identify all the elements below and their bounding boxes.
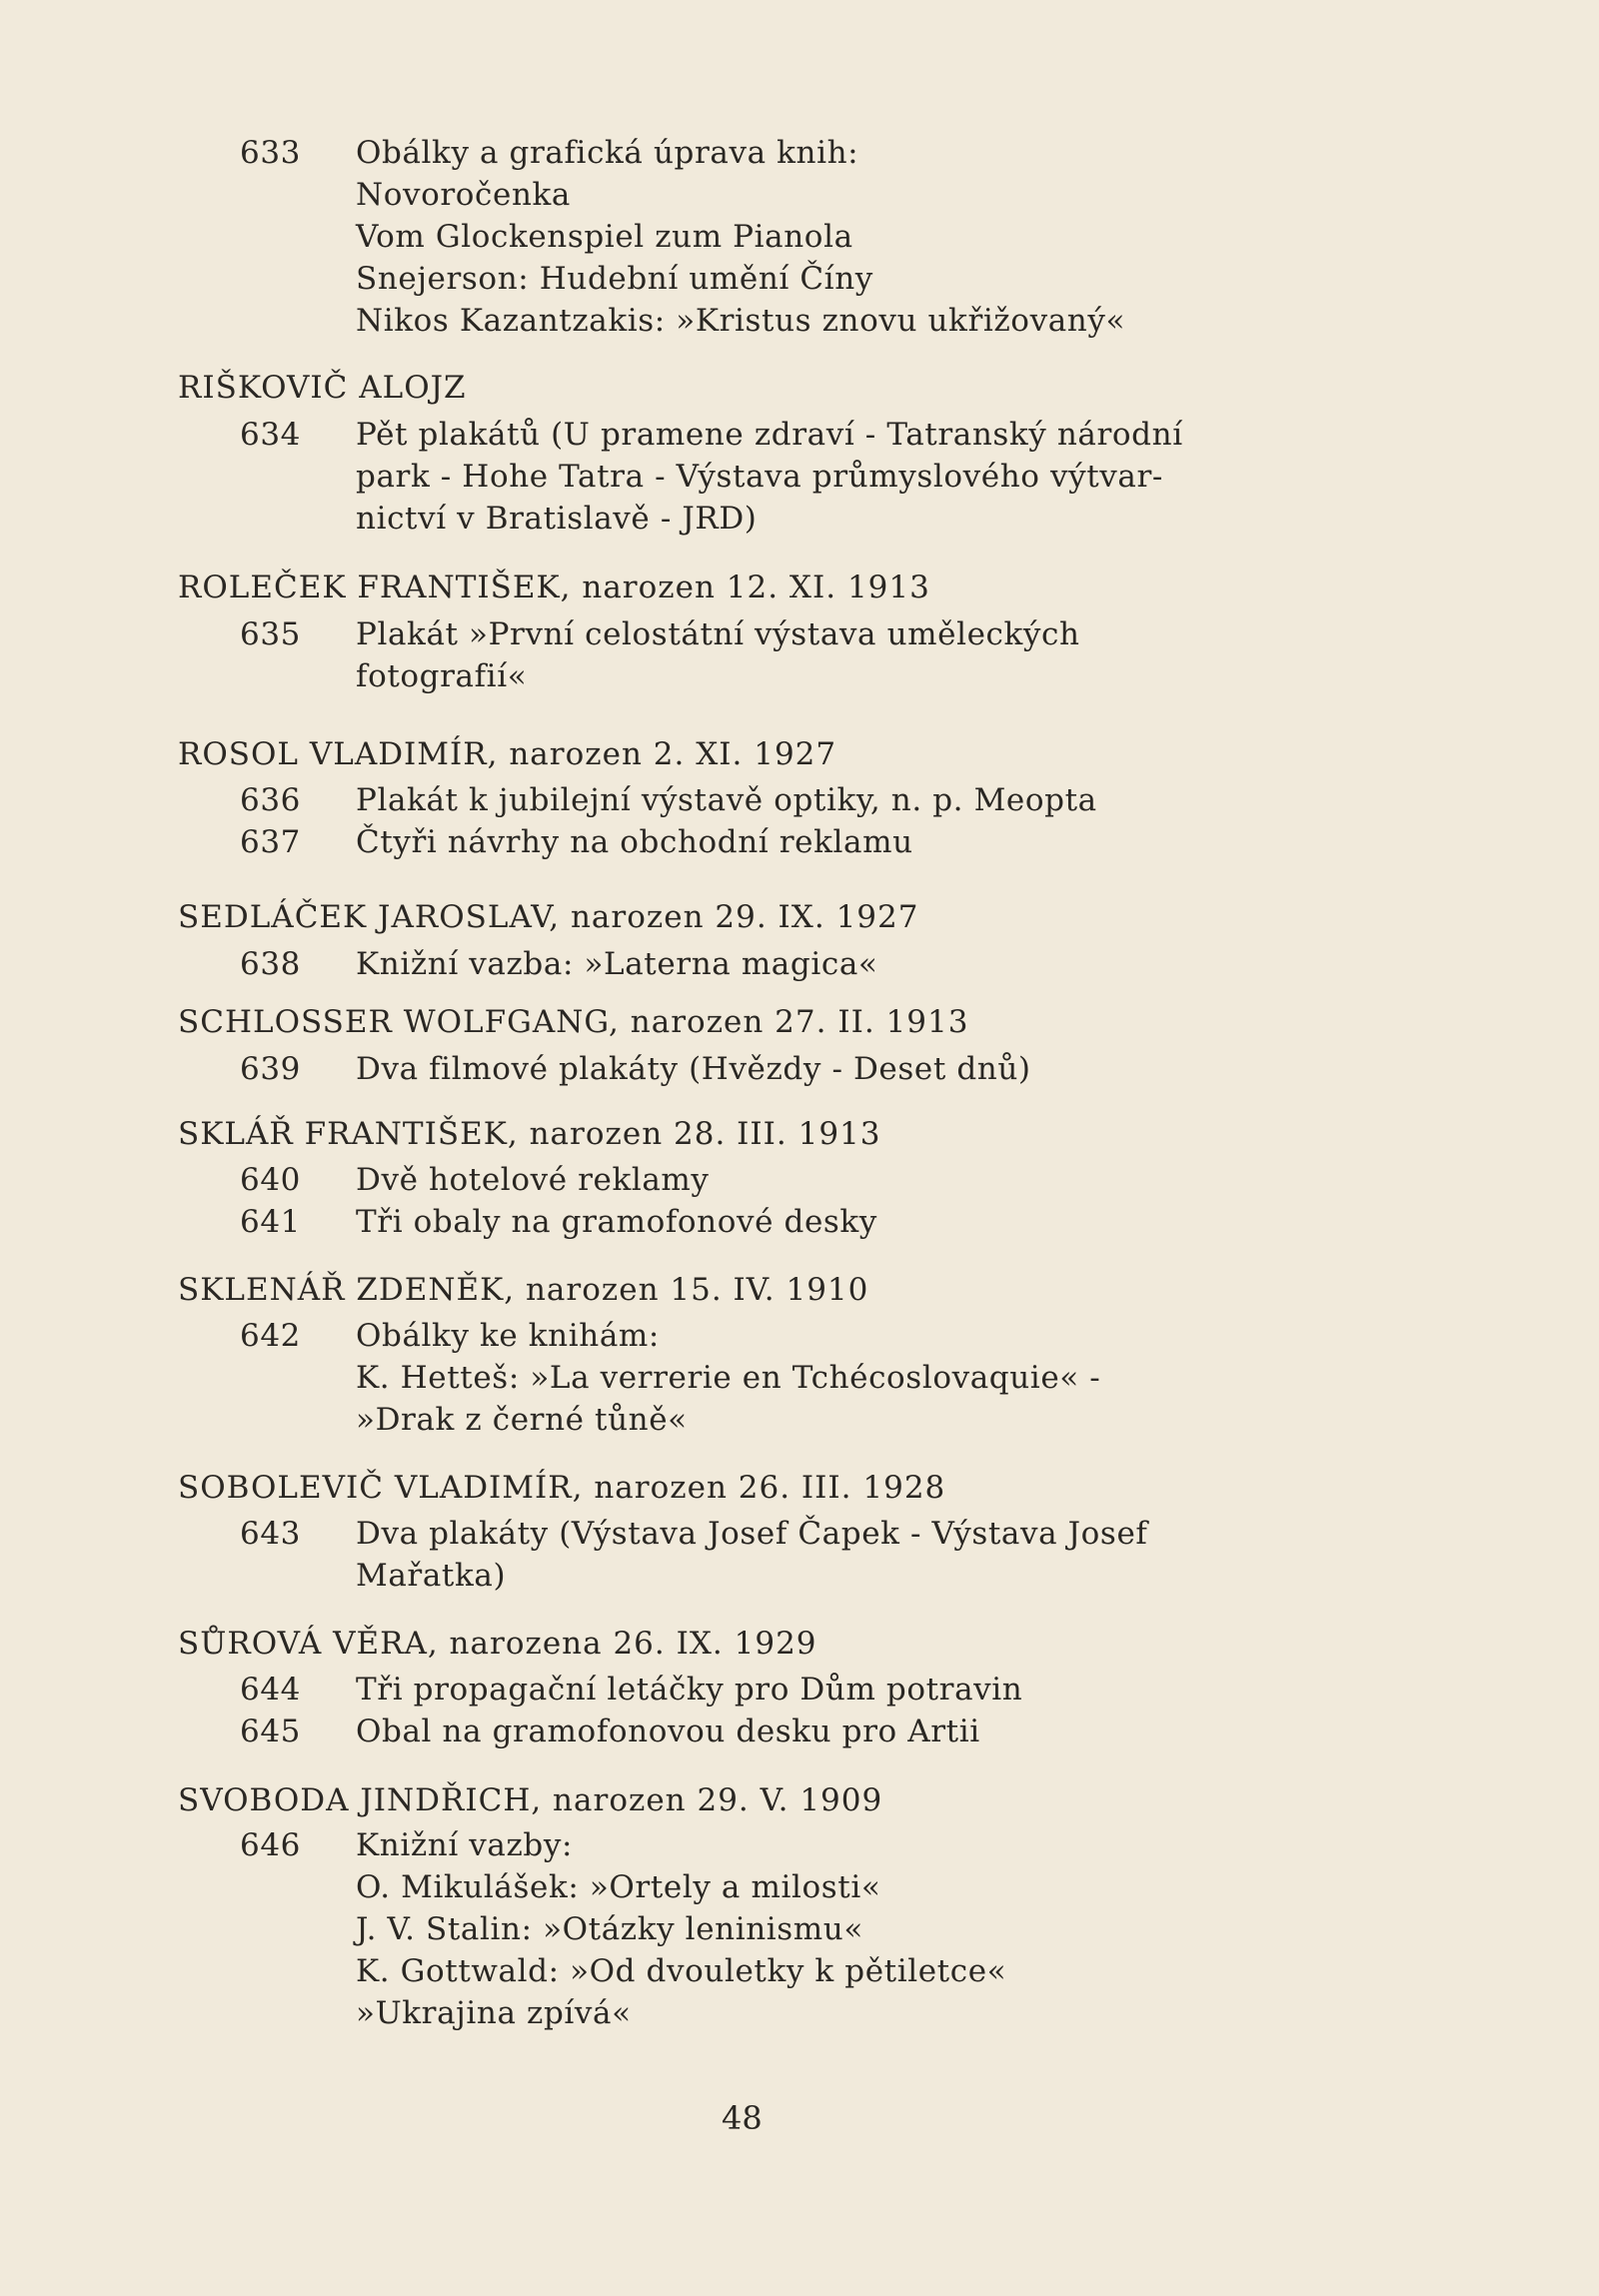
entry-number: 640 bbox=[240, 1162, 301, 1198]
entry-number: 638 bbox=[240, 946, 301, 982]
entry-text: Dvě hotelové reklamy bbox=[356, 1162, 710, 1198]
page-number: 48 bbox=[722, 2099, 763, 2137]
entry-text: Knižní vazby: bbox=[356, 1827, 574, 1863]
entry-text: Plakát k jubilejní výstavě optiky, n. p. Meopta bbox=[356, 782, 1097, 818]
entry-text: Novoročenka bbox=[356, 177, 571, 213]
entry-text: Čtyři návrhy na obchodní reklamu bbox=[356, 824, 913, 860]
entry-text: Nikos Kazantzakis: »Kristus znovu ukřižovaný« bbox=[356, 303, 1126, 339]
artist-heading: SEDLÁČEK JAROSLAV, narozen 29. IX. 1927 bbox=[178, 899, 919, 935]
entry-text: O. Mikulášek: »Ortely a milosti« bbox=[356, 1869, 881, 1905]
entry-text: Knižní vazba: »Laterna magica« bbox=[356, 946, 878, 982]
entry-number: 636 bbox=[240, 782, 301, 818]
entry-text: Snejerson: Hudební umění Číny bbox=[356, 261, 873, 297]
entry-text: fotografií« bbox=[356, 658, 528, 694]
entry-number: 642 bbox=[240, 1318, 301, 1354]
entry-text: K. Hetteš: »La verrerie en Tchécoslovaquie« - bbox=[356, 1360, 1101, 1396]
artist-heading: SKLENÁŘ ZDENĚK, narozen 15. IV. 1910 bbox=[178, 1272, 869, 1308]
artist-heading: SVOBODA JINDŘICH, narozen 29. V. 1909 bbox=[178, 1782, 883, 1818]
entry-text: Obal na gramofonovou desku pro Artii bbox=[356, 1714, 980, 1749]
entry-number: 641 bbox=[240, 1204, 301, 1240]
artist-heading: SŮROVÁ VĚRA, narozena 26. IX. 1929 bbox=[178, 1626, 817, 1662]
entry-text: Pět plakátů (U pramene zdraví - Tatranský národní bbox=[356, 417, 1183, 453]
entry-text: »Drak z černé tůně« bbox=[356, 1402, 688, 1438]
entry-text: Obálky a grafická úprava knih: bbox=[356, 135, 859, 171]
entry-text: »Ukrajina zpívá« bbox=[356, 1995, 632, 2031]
entry-number: 646 bbox=[240, 1827, 301, 1863]
artist-heading: ROSOL VLADIMÍR, narozen 2. XI. 1927 bbox=[178, 736, 837, 772]
entry-text: Tři propagační letáčky pro Dům potravin bbox=[356, 1672, 1023, 1708]
entry-number: 635 bbox=[240, 616, 301, 652]
entry-text: nictví v Bratislavě - JRD) bbox=[356, 501, 758, 537]
entry-text: K. Gottwald: »Od dvouletky k pětiletce« bbox=[356, 1953, 1007, 1989]
entry-text: Dva plakáty (Výstava Josef Čapek - Výstava Josef bbox=[356, 1516, 1148, 1552]
entry-text: Mařatka) bbox=[356, 1558, 507, 1594]
entry-number: 633 bbox=[240, 135, 301, 171]
entry-number: 644 bbox=[240, 1672, 301, 1708]
artist-heading: SOBOLEVIČ VLADIMÍR, narozen 26. III. 1928 bbox=[178, 1470, 946, 1506]
entry-number: 645 bbox=[240, 1714, 301, 1749]
artist-heading: ROLEČEK FRANTIŠEK, narozen 12. XI. 1913 bbox=[178, 570, 930, 605]
artist-heading: RIŠKOVIČ ALOJZ bbox=[178, 370, 467, 406]
artist-heading: SKLÁŘ FRANTIŠEK, narozen 28. III. 1913 bbox=[178, 1116, 881, 1152]
entry-number: 637 bbox=[240, 824, 301, 860]
entry-text: park - Hohe Tatra - Výstava průmyslového výtvar- bbox=[356, 459, 1163, 495]
entry-number: 643 bbox=[240, 1516, 301, 1552]
entry-text: Plakát »První celostátní výstava uměleckých bbox=[356, 616, 1080, 652]
artist-heading: SCHLOSSER WOLFGANG, narozen 27. II. 1913 bbox=[178, 1004, 969, 1040]
entry-text: Tři obaly na gramofonové desky bbox=[356, 1204, 877, 1240]
entry-text: Obálky ke knihám: bbox=[356, 1318, 660, 1354]
entry-text: Vom Glockenspiel zum Pianola bbox=[356, 219, 853, 255]
entry-text: Dva filmové plakáty (Hvězdy - Deset dnů) bbox=[356, 1051, 1031, 1087]
entry-text: J. V. Stalin: »Otázky leninismu« bbox=[356, 1911, 863, 1947]
entry-number: 639 bbox=[240, 1051, 301, 1087]
entry-number: 634 bbox=[240, 417, 301, 453]
